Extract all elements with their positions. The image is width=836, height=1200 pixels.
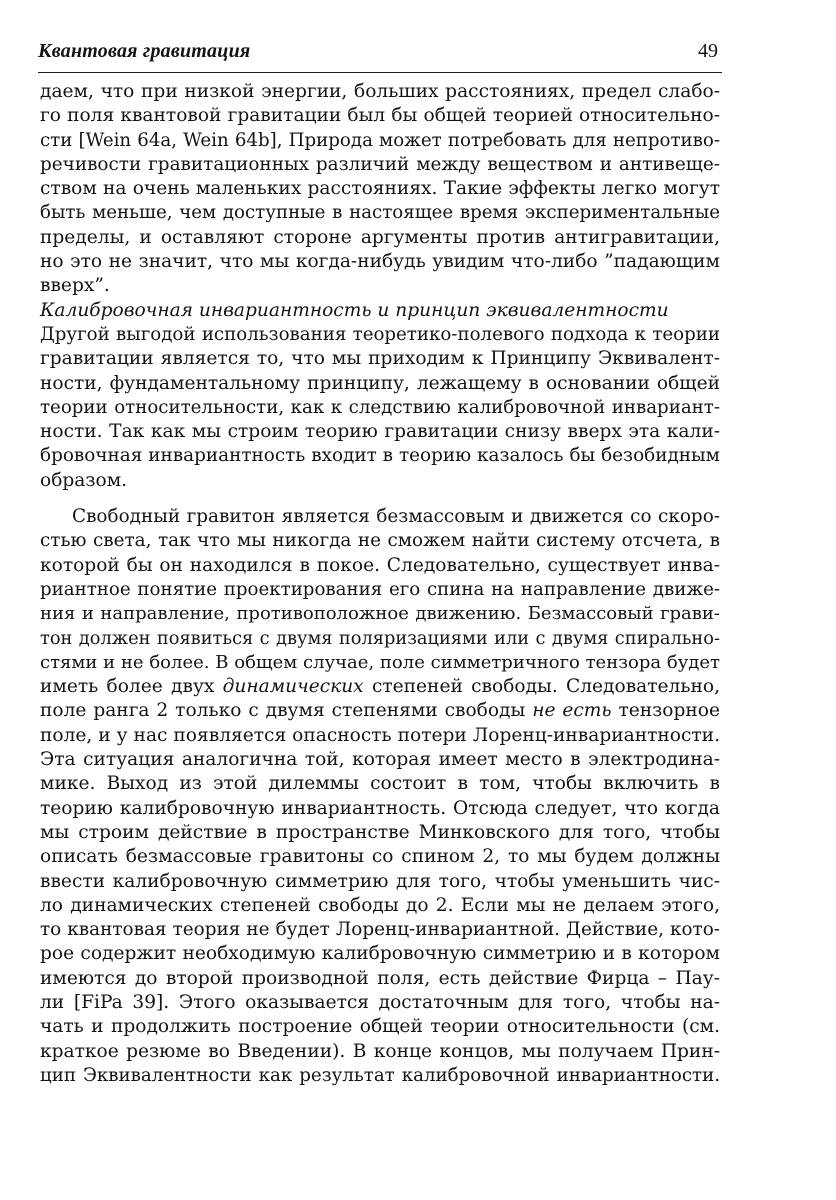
text-line: мике. Выход из этой дилеммы состоит в том, чтобы включить в <box>40 773 720 795</box>
text-line: сти [Wein 64a, Wein 64b], Природа может потребовать для непротиво- <box>40 129 720 151</box>
text-line: ло динамических степеней свободы до 2. Если мы не делаем этого, <box>40 894 720 916</box>
paragraph-free-graviton <box>40 505 720 1088</box>
text-line: теорию калибровочную инвариантность. Отсюда следует, что когда <box>40 797 720 819</box>
running-title: Квантовая гравитация <box>38 40 251 62</box>
text-line: ввести калибровочную симметрию для того, чтобы уменьшить чис- <box>40 870 720 892</box>
text-line: ния и направление, противоположное движению. Безмассовый грави- <box>40 603 720 625</box>
text-run: степеней свободы. Следовательно, <box>363 676 720 698</box>
text-line: ности, фундаментальному принципу, лежащему в основании общей <box>40 372 720 394</box>
text-line: Свободный гравитон является безмассовым и движется со скоро- <box>72 506 720 528</box>
text-line <box>40 675 720 699</box>
text-line: то квантовая теория не будет Лоренц-инвариантной. Действие, кото- <box>40 919 720 941</box>
text-line: теории относительности, как к следствию калибровочной инвариант- <box>40 396 720 418</box>
emphasis-dynamic: динамических <box>222 676 364 698</box>
text-line: которой бы он находился в покое. Следовательно, существует инва- <box>40 554 720 576</box>
text-line: тон должен появиться с двумя поляризациями или с двумя спирально- <box>40 627 720 649</box>
text-line: ности. Так как мы строим теорию гравитации снизу вверх эта кали- <box>40 421 720 443</box>
text-line: описать безмассовые гравитоны со спином 2, то мы будем должны <box>40 846 720 868</box>
text-line: стями и не более. В общем случае, поле симметричного тензора будет <box>40 651 720 673</box>
text-line: ли [FiPa 39]. Этого оказывается достаточным для того, чтобы на- <box>40 991 720 1013</box>
running-header <box>38 38 722 73</box>
text-line: речивости гравитационных различий между веществом и антивеще- <box>40 153 720 175</box>
paragraph-gauge-invariance <box>40 323 720 493</box>
text-line: цип Эквивалентности как результат калибровочной инвариантности. <box>40 1064 720 1086</box>
text-line: гравитации является то, что мы приходим к Принципу Эквивалент- <box>40 348 720 370</box>
emphasis-is-not: не есть <box>532 700 612 722</box>
page-number: 49 <box>698 40 718 62</box>
text-line: риантное понятие проектирования его спина на направление движе- <box>40 578 720 600</box>
text-line: го поля квантовой гравитации был бы общей теорией относительно- <box>40 105 720 127</box>
text-line: образом. <box>40 469 128 491</box>
text-run: тензорное <box>611 700 720 722</box>
text-run: иметь более двух <box>40 676 223 698</box>
body-text <box>40 80 720 1088</box>
text-line: Эта ситуация аналогична той, которая имеет место в электродина- <box>40 749 720 771</box>
text-line <box>40 699 720 723</box>
text-line: стью света, так что мы никогда не сможем найти систему отсчета, в <box>40 530 720 552</box>
section-heading: Калибровочная инвариантность и принцип эквивалентности <box>40 299 669 321</box>
text-line: чать и продолжить построение общей теории относительности (см. <box>40 1016 720 1038</box>
text-line: пределы, и оставляют стороне аргументы против антигравитации, <box>40 226 720 248</box>
text-line: поле, и у нас появляется опасность потери Лоренц-инвариантности. <box>40 724 720 746</box>
paragraph-gap <box>40 493 720 505</box>
text-line: мы строим действие в пространстве Минковского для того, чтобы <box>40 821 720 843</box>
text-line: бровочная инвариантность входит в теорию казалось бы безобидным <box>40 445 720 467</box>
text-line: быть меньше, чем доступные в настоящее время экспериментальные <box>40 202 720 224</box>
text-line: вверх”. <box>40 275 110 297</box>
text-line: рое содержит необходимую калибровочную симметрию и в котором <box>40 943 720 965</box>
text-line: даем, что при низкой энергии, больших расстояниях, предел слабо- <box>40 81 720 102</box>
paragraph-continuation <box>40 80 720 299</box>
text-run: поле ранга 2 только с двумя степенями свободы <box>40 700 533 722</box>
text-line: краткое резюме во Введении). В конце концов, мы получаем Прин- <box>40 1040 720 1062</box>
text-line: ством на очень маленьких расстояниях. Такие эффекты легко могут <box>40 178 720 200</box>
text-line: Другой выгодой использования теоретико-полевого подхода к теории <box>40 323 720 345</box>
text-line: но это не значит, что мы когда-нибудь увидим что-либо ”падающим <box>40 251 720 273</box>
text-line: имеются до второй производной поля, есть действие Фирца – Пау- <box>40 967 720 989</box>
